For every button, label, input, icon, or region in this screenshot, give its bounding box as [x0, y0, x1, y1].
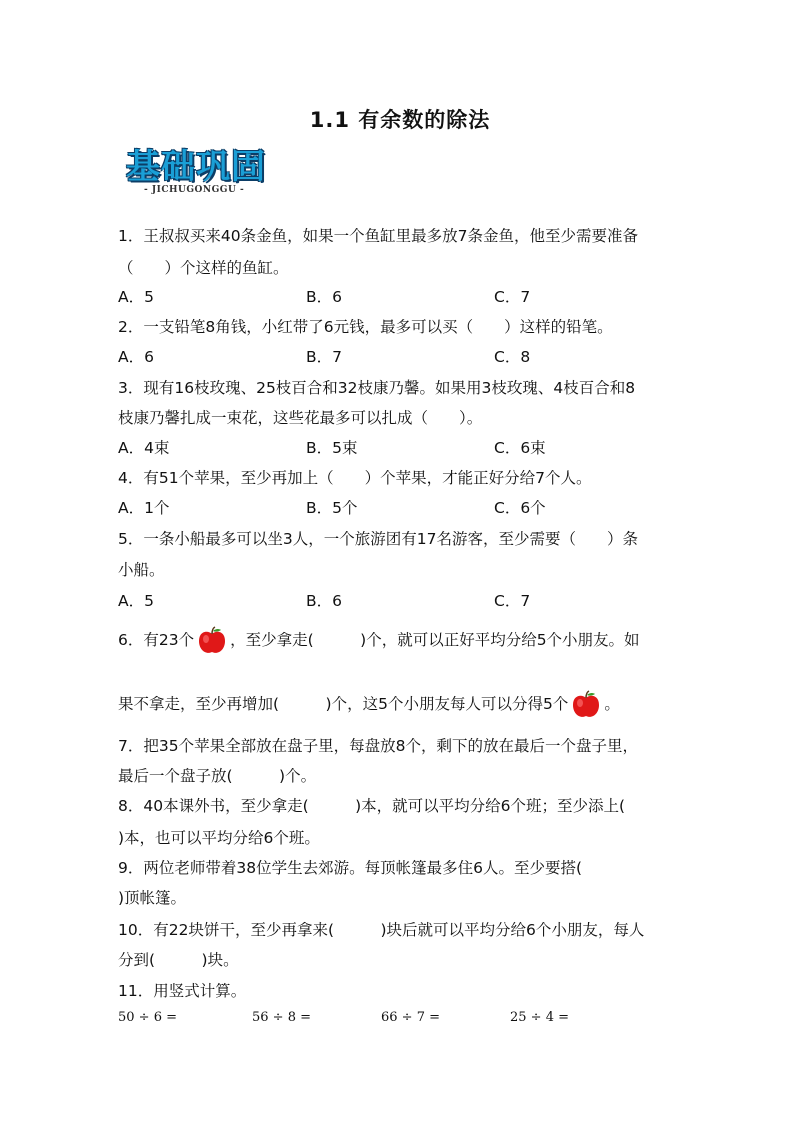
question-4-line-1: 4．有51个苹果，至少再加上（ ）个苹果，才能正好分给7个人。 [118, 469, 592, 487]
question-7-line-1: 7．把35个苹果全部放在盘子里，每盘放8个，剩下的放在最后一个盘子里， [118, 737, 638, 755]
question-3-option-a: A．4束 [118, 439, 170, 457]
question-6-line-1 [118, 624, 640, 657]
calculation-item: 25 ÷ 4 = [510, 1010, 569, 1025]
question-6-text-4: 。 [604, 695, 620, 713]
page-title: 1.1 有余数的除法 [309, 108, 491, 132]
question-1-option-c: C．7 [494, 288, 531, 306]
badge-main-text: 基础巩固 [126, 147, 266, 187]
question-5-option-b: B．6 [306, 592, 342, 610]
question-9-line-2: )顶帐篷。 [118, 889, 187, 907]
question-5-line-1: 5．一条小船最多可以坐3人，一个旅游团有17名游客，至少需要（ ）条 [118, 530, 638, 548]
question-11-line-1: 11．用竖式计算。 [118, 982, 247, 1000]
question-8-line-1: 8．40本课外书，至少拿走( )本，就可以平均分给6个班；至少添上( [118, 797, 626, 815]
question-6-text-1: 6．有23个 [118, 631, 195, 649]
question-10-line-1: 10．有22块饼干，至少再拿来( )块后就可以平均分给6个小朋友，每人 [118, 921, 645, 939]
question-5-line-2: 小船。 [118, 561, 165, 579]
question-1-option-a: A．5 [118, 288, 154, 306]
question-1-option-b: B．6 [306, 288, 342, 306]
question-4-option-c: C．6个 [494, 499, 546, 517]
question-1-line-2: （ ）个这样的鱼缸。 [118, 259, 289, 277]
question-3-line-1: 3．现有16枝玫瑰、25枝百合和32枝康乃馨。如果用3枝玫瑰、4枝百合和8 [118, 379, 636, 397]
calculation-item: 66 ÷ 7 = [381, 1010, 440, 1025]
question-6-text-3: 果不拿走，至少再增加( )个，这5个小朋友每人可以分得5个 [118, 695, 569, 713]
section-badge [126, 147, 268, 196]
question-6-text-2: ，至少拿走( )个，就可以正好平均分给5个小朋友。如 [230, 631, 640, 649]
question-5-option-a: A．5 [118, 592, 154, 610]
question-6-line-2 [118, 688, 620, 721]
apple-icon [570, 689, 602, 721]
calculation-item: 56 ÷ 8 = [252, 1010, 311, 1025]
question-5-option-c: C．7 [494, 592, 531, 610]
question-4-option-b: B．5个 [306, 499, 358, 517]
question-3-option-c: C．6束 [494, 439, 546, 457]
question-2-option-a: A．6 [118, 348, 154, 366]
question-9-line-1: 9．两位老师带着38位学生去郊游。每顶帐篷最多住6人。至少要搭( [118, 859, 582, 877]
question-2-option-b: B．7 [306, 348, 342, 366]
question-2-option-c: C．8 [494, 348, 531, 366]
question-1-line-1: 1．王叔叔买来40条金鱼，如果一个鱼缸里最多放7条金鱼，他至少需要准备 [118, 227, 638, 245]
question-4-option-a: A．1个 [118, 499, 170, 517]
question-2-line-1: 2．一支铅笔8角钱，小红带了6元钱，最多可以买（ ）这样的铅笔。 [118, 318, 613, 336]
question-3-line-2: 枝康乃馨扎成一束花，这些花最多可以扎成（ ）。 [118, 409, 483, 427]
calculation-item: 50 ÷ 6 = [118, 1010, 177, 1025]
question-3-option-b: B．5束 [306, 439, 358, 457]
question-10-line-2: 分到( )块。 [118, 951, 239, 969]
apple-icon [196, 625, 228, 657]
question-8-line-2: )本，也可以平均分给6个班。 [118, 829, 320, 847]
badge-sub-text: - JICHUGONGGU - [144, 185, 245, 195]
question-7-line-2: 最后一个盘子放( )个。 [118, 767, 317, 785]
